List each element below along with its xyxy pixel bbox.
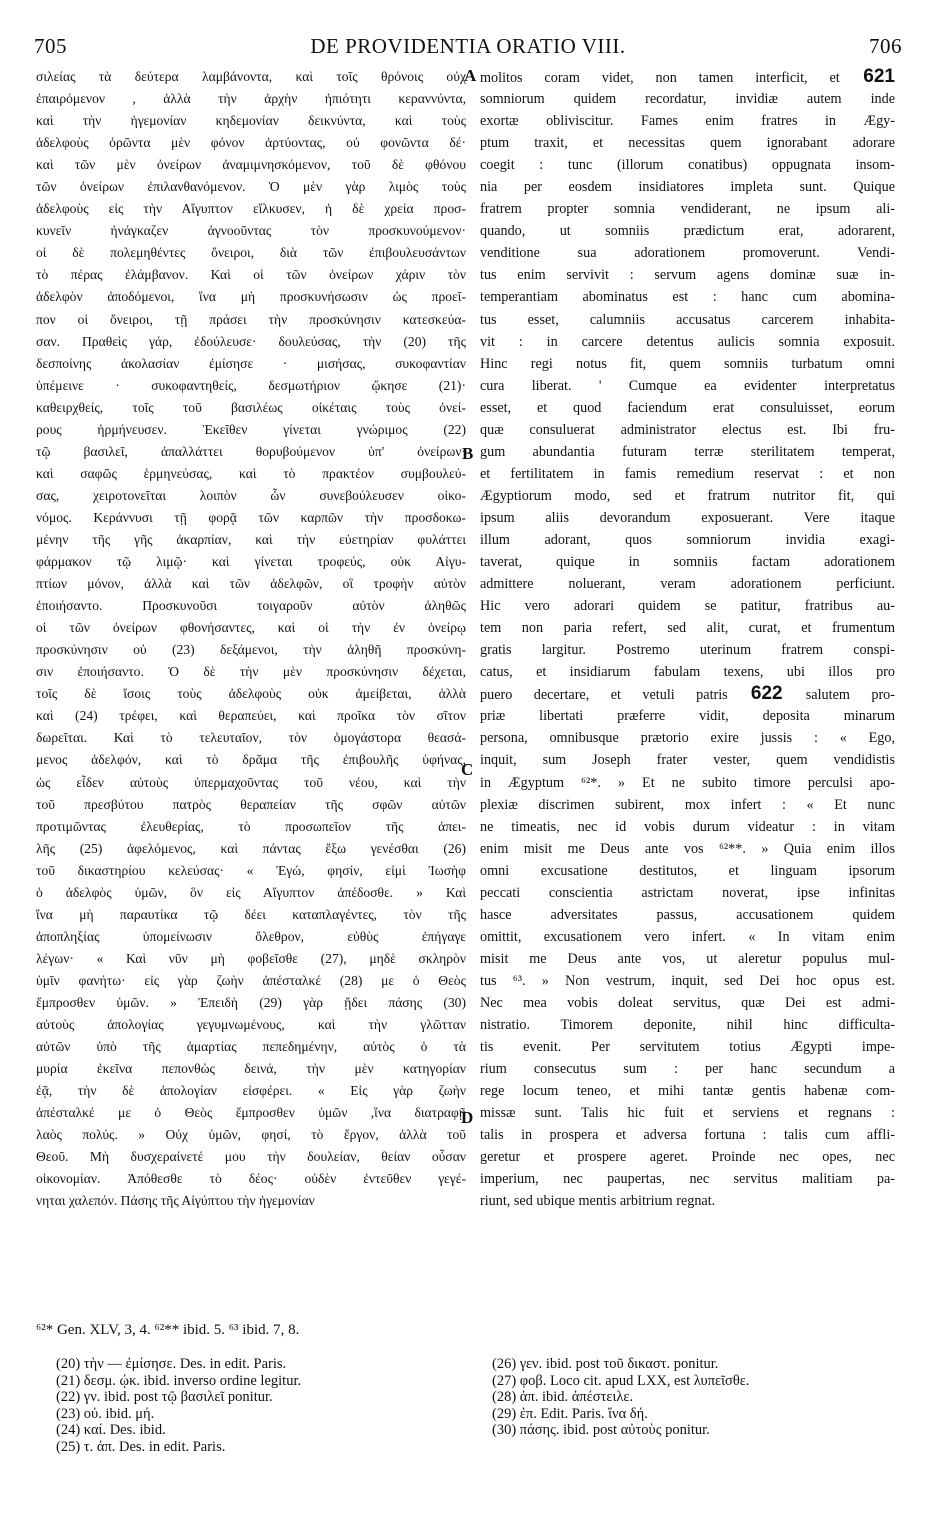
latin-text-line: temperantiam abominatus est : hanc cum abomina- [480, 289, 895, 306]
latin-text-line: gum abundantia futuram terræ sterilitatem temperat, [480, 443, 895, 460]
latin-text-line: inquit, sum Joseph frater vester, quem vendidistis [480, 752, 895, 769]
greek-text-line: προτιμῶντας ἐλευθερίας, τὸ προσωπεῖον τῆς ἀπει- [36, 818, 466, 834]
latin-text-line: geretur et prospere ageret. Proinde nec opes, nec [480, 1149, 895, 1166]
latin-text-line: enim misit me Deus ante vos ⁶²**. » Quia enim illos [480, 840, 895, 857]
greek-text-line: προσκύνησιν οὐ (23) δεξάμενοι, τὴν ἀληθῆ προσκύνη- [36, 642, 466, 658]
greek-text-line: καὶ σαφῶς ἑρμηνεύσας, καὶ τὸ πρακτέον συμβουλεύ- [36, 465, 466, 481]
greek-text-line: φάρμακον τῷ λιμῷ· καὶ γίνεται τροφεύς, οὐκ Αἰγυ- [36, 554, 466, 570]
latin-text-line: hasce adversitates passus, accusationem quidem [480, 906, 895, 923]
greek-text-line: ἀπέσταλκέ με ὁ Θεὸς ἔμπροσθεν ὑμῶν ,ἵνα διατραφῇ [36, 1105, 466, 1121]
latin-text-line: Hinc regi notus fit, quem somniis turbatum omni [480, 355, 895, 372]
greek-text-line: λέγων· « Καὶ νῦν μὴ φοβεῖσθε (27), μηδὲ σκληρὸν [36, 950, 466, 966]
greek-text-line: ὁ ἀδελφὸς ὑμῶν, ὃν εἰς Αἴγυπτον ἀπέδοσθε. » Καὶ [36, 884, 466, 900]
latin-text-line: cura liberat. ' Cumque ea evidenter interpretatus [480, 377, 895, 394]
latin-text-line: ptum traxit, et necessitas quem ignorabant adorare [480, 135, 895, 152]
latin-text-line: Ægyptiorum modo, sed et fratrum nutritor fit, qui [480, 487, 895, 504]
latin-text-line: somniorum quidem recordatur, invidiæ autem inde [480, 91, 895, 108]
greek-text-line: καθειρχθείς, τοῖς τοῦ βασιλέως οἰκέταις τοὺς ὀνεί- [36, 399, 466, 415]
greek-text-line: δεσποίνης ἀκολασίαν ἐμίσησε · μισήσας, συκοφαντίαν [36, 355, 466, 371]
greek-text-line: οἰκονομίαν. Ἀπόθεσθε τὸ δέος· οὐδὲν ἐντεῦθεν γεγέ- [36, 1171, 466, 1187]
latin-text-line: priæ libertati præferre vidit, deposita minarum [480, 708, 895, 725]
margin-marker-d: D [461, 1108, 474, 1127]
latin-text-line: omittit, excusationem vero infert. « In vitam enim [480, 928, 895, 945]
footnotes-right [492, 1356, 892, 1439]
latin-text-line: esset, et quod faciendum erat consuluisset, eorum [480, 399, 895, 416]
running-header [34, 34, 902, 60]
latin-text-line: talis in prospera et adversa fortuna : talis cum affli- [480, 1127, 895, 1144]
greek-text-line: ἀδελφοὺς ὁρῶντα μὲν φόνον ἀρτύοντας, οὐ φονῶντα δέ· [36, 135, 466, 151]
latin-text-line: missæ sunt. Talis hic fuit et serviens et regnans : [480, 1105, 895, 1122]
greek-text-line: σιλείας τὰ δεύτερα λαμβάνοντα, καὶ τοῖς θρόνοις οὐχ [36, 69, 466, 84]
column-number-622: 622 [727, 683, 806, 705]
latin-text-line: quando, ut somniis prædictum erat, adorarent, [480, 223, 895, 240]
page-number-right: 706 [869, 34, 902, 58]
greek-text-line: πον οἱ ὄνειροι, τῇ πράσει τὴν προσκύνησιν κατεσκεύα- [36, 311, 466, 327]
latin-text-line: puero decertare, et vetuli patris 622 salutem pro- [480, 683, 895, 705]
margin-marker-b: B [462, 444, 474, 463]
latin-text-line: plexiæ discrimen subirent, mox infert : « Et nunc [480, 796, 895, 813]
greek-text-line: τὸ πέρας ἐλάμβανον. Καὶ οἱ τῶν ὀνείρων χάριν τὸν [36, 267, 466, 283]
greek-text-line: ἀδελφοὺς εἰς τὴν Αἴγυπτον εἵλκυσεν, ἡ δὲ χρεία προσ- [36, 201, 466, 217]
greek-text-line: ὡς εἶδεν αὐτοὺς ὑπερμαχοῦντας τοῦ νέου, καὶ τὴν [36, 774, 466, 790]
greek-text-line: σιν ἐποιήσαντο. Ὁ δὲ τὴν μὲν προσκύνησιν δέχεται, [36, 664, 466, 680]
footnote: (25) τ. ἀπ. Des. in edit. Paris. [56, 1438, 226, 1455]
latin-text-line: peccati conscientia astrictam noverat, ipse infinitas [480, 884, 895, 901]
latin-text-line: persona, omnibusque prætorio exire jussis : « Ego, [480, 730, 895, 747]
greek-text-line: μυρία ἐκεῖνα πεπονθὼς δεινά, τὴν μὲν κατηγορίαν [36, 1061, 466, 1077]
greek-text-line: ἐποιήσαντο. Προσκυνοῦσι τοιγαροῦν αὐτὸν ἀληθῶς [36, 598, 466, 614]
footnote: (24) καί. Des. ibid. [56, 1422, 166, 1439]
latin-text-line: tis evenit. Per servitutem totius Ægypti impe- [480, 1039, 895, 1056]
footnote: (28) ἀπ. ibid. ἀπέστειλε. [492, 1389, 634, 1406]
latin-text-line: quæ consuluerat administrator electus est. Ibi fru- [480, 421, 895, 438]
greek-text-line: ἀποπληξίας ὑπομείνωσιν ὄλεθρον, εὐθὺς ἐπήγαγε [36, 928, 466, 944]
latin-text-line: vit : in carcere detentus aulicis somnia exposuit. [480, 333, 895, 350]
latin-text-line: riunt, sed ubique mentis arbitrium regnat. [480, 1193, 716, 1210]
footnote: (30) πάσης. ibid. post αὐτοὺς ponitur. [492, 1422, 710, 1439]
greek-text-line: ἵνα μὴ παραυτίκα τῷ δέει καταπλαγέντες, τὸν τῆς [36, 906, 466, 922]
scripture-references: ⁶²* Gen. XLV, 3, 4. ⁶²** ibid. 5. ⁶³ ibid. 7, 8. [36, 1322, 300, 1338]
greek-text-line: τῶν ὀνείρων ἐπιλανθανόμενον. Ὁ μὲν γὰρ λιμὸς τοὺς [36, 179, 466, 195]
greek-text-line: οἱ δὲ πολεμηθέντες ὄνειροι, διὰ τῶν ἐπιβουλευσάντων [36, 245, 466, 261]
latin-text-line: taverat, quique in somniis factam adorationem [480, 554, 895, 571]
greek-text-line: αὐτῶν ὑπὸ τῆς ἁμαρτίας πεπεδημένην, αὐτὸς ὁ τὰ [36, 1039, 466, 1055]
margin-marker-a: A [464, 66, 477, 85]
greek-text-line: λαὸς πολύς. » Οὐχ ὑμῶν, φησί, τὸ ἔργον, ἀλλὰ τοῦ [36, 1127, 466, 1143]
page-number-left: 705 [34, 34, 67, 58]
latin-text-line: et fertilitatem in famis remedium reservat : et non [480, 465, 895, 482]
latin-text-column [480, 66, 895, 1212]
greek-text-line: σας, χειροτονεῖται λοιπὸν ὧν συνεβούλευσεν οἰκο- [36, 487, 466, 503]
latin-text-line: rium consecutus sum : per hanc secundum a [480, 1061, 895, 1078]
latin-text-line: omni excusatione destitutos, et linguam ipsorum [480, 862, 895, 879]
latin-text-line: nia per eosdem insidiatores impleta sunt. Quique [480, 179, 895, 196]
latin-text-line: gratis largitur. Postremo uterinum fratrem conspi- [480, 642, 895, 659]
greek-text-line: τοῖς δὲ ἴσοις τοὺς ἀδελφοὺς οὐκ ἀμείβεται, ἀλλὰ [36, 686, 466, 702]
greek-text-line: μενος ἀδελφόν, καὶ τὸ δρᾶμα τῆς ἐπιβουλῆς ὑφήνας, [36, 752, 466, 768]
latin-text-line: venditione sua adorationem promoverunt. Vendi- [480, 245, 895, 262]
greek-text-line: νόμος. Κεράννυσι τῇ φορᾷ τῶν καρπῶν τὴν προσδοκω- [36, 509, 466, 525]
footnote: (27) φοβ. Loco cit. apud LXX, est λυπεῖσθε. [492, 1372, 750, 1389]
latin-text-line: Hic vero adorari quidem se patitur, fratribus au- [480, 598, 895, 615]
greek-text-line: δωρεῖται. Καὶ τὸ τελευταῖον, τὸν ὁμογάστορα θεασά- [36, 730, 466, 746]
greek-text-line: νηται χαλεπόν. Πάσης τῆς Αἰγύπτου τὴν ἡγεμονίαν [36, 1193, 315, 1209]
latin-text-line: ne timeatis, nec id vobis durum videatur : in vitam [480, 818, 895, 835]
latin-text-continuation: salutem pro- [805, 687, 895, 704]
footnote: (20) τὴν — ἐμίσησε. Des. in edit. Paris. [56, 1356, 287, 1372]
greek-text-line: καὶ τὴν ἡγεμονίαν κηδεμονίαν δεικνύντα, καὶ τοὺς [36, 113, 466, 129]
greek-text-line: καὶ τῶν μὲν ὀνείρων ἀναμιμνησκόμενον, τοῦ δὲ φθόνου [36, 157, 466, 173]
greek-text-line: ὑπέμεινε · συκοφαντηθείς, δεσμωτήριον ᾤκησε (21)· [36, 377, 466, 393]
latin-text-line: tus enim servivit : servum agens dominæ suæ in- [480, 267, 895, 284]
latin-text-line: ipsum aliis devorandum exposuerant. Vere itaque [480, 509, 895, 526]
latin-text-line: tus ⁶³. » Non vestrum, inquit, sed Dei hoc opus est. [480, 972, 895, 989]
greek-text-line: ἐπαιρόμενον , ἀλλὰ τὴν ἀρχὴν ἠπιότητι κεραννύντα, [36, 91, 466, 107]
latin-text-line: illum adorant, quos somniorum invidia exagi- [480, 531, 895, 548]
latin-text-line: imperium, nec paupertas, nec servitus malitiam pa- [480, 1171, 895, 1188]
footnote: (23) οὐ. ibid. μή. [56, 1405, 155, 1422]
latin-text-line: exortæ obliviscitur. Fames enim fratres in Ægy- [480, 113, 895, 130]
greek-text-line: λῆς (25) ἀφελόμενος, καὶ πάντας ἔξω γενέσθαι (26) [36, 840, 466, 856]
latin-text-line: molitos coram videt, non tamen interficit, et 621 [480, 66, 895, 87]
latin-text-line: in Ægyptum ⁶²*. » Et ne subito timore perculsi apo- [480, 774, 895, 791]
latin-text-line: misit me Deus ante vos, ut aleretur populus mul- [480, 950, 895, 967]
greek-text-line: καὶ (24) τρέφει, καὶ θεραπεύει, καὶ προῖκα τὸν σῖτον [36, 708, 466, 724]
latin-text-line: catus, et insidiarum fabulam texens, ubi illos pro [480, 664, 895, 681]
footnote: (26) γεν. ibid. post τοῦ δικαστ. ponitur. [492, 1356, 719, 1372]
greek-text-line: ἐᾷ, τὴν δὲ ἀπολογίαν εἰσφέρει. « Εἰς γὰρ ζωὴν [36, 1083, 466, 1099]
footnote: (21) δεσμ. ῴκ. ibid. inverso ordine legitur. [56, 1372, 302, 1389]
greek-text-line: πτίων μόνον, ἀλλὰ καὶ τῶν ἀδελφῶν, οἳ τροφὴν αὐτὸν [36, 576, 466, 592]
column-number-621: 621 [839, 66, 895, 87]
latin-text-line: rege locum teneo, et mihi tantæ gentis habenæ com- [480, 1083, 895, 1100]
greek-text-line: μένην τῆς γῆς ἀκαρπίαν, καὶ τὴν εὐετηρίαν φυλάττει [36, 531, 466, 547]
footnotes-left [56, 1356, 456, 1456]
greek-text-line: Θεοῦ. Μὴ δυσχεραίνετέ μου τὴν δουλείαν, θείαν οὖσαν [36, 1149, 466, 1165]
greek-text-line: ἔμπροσθεν ὑμῶν. » Ἐπειδὴ (29) γὰρ ᾔδει πάσης (30) [36, 994, 466, 1010]
greek-text-line: τῷ βασιλεῖ, ἀπαλλάττει θορυβούμενον ὑπ' ὀνείρων· [36, 443, 466, 459]
latin-text-line: nistratio. Timorem deponite, nihil hinc difficulta- [480, 1017, 895, 1034]
latin-text-line: admittere noluerant, veram adorationem perficiunt. [480, 576, 895, 593]
latin-text-line: Nec mea vobis doleat servitus, quæ Dei est admi- [480, 994, 895, 1011]
running-title: DE PROVIDENTIA ORATIO VIII. [310, 34, 626, 58]
greek-text-line: ἀδελφὸν ἀποδόμενοι, ἵνα μὴ προσκυνήσωσιν ὡς προεῖ- [36, 289, 466, 305]
greek-text-line: αὐτοὺς ἀπολογίας γεγυμνωμένους, καὶ τὴν γλῶτταν [36, 1017, 466, 1033]
greek-text-line: τοῦ δικαστηρίου κελεύσας· « Ἐγώ, φησίν, εἰμὶ Ἰωσὴφ [36, 862, 466, 878]
greek-text-column [36, 66, 466, 1212]
footnote: (22) γν. ibid. post τῷ βασιλεῖ ponitur. [56, 1389, 273, 1406]
latin-text-line: fratrem propter somnia vendiderant, ne ipsum ali- [480, 201, 895, 218]
greek-text-line: οἱ τῶν ὀνείρων φθονήσαντες, καὶ οἱ τὴν ἐν ὀνείρῳ [36, 620, 466, 636]
latin-text-line: coegit : tunc (illorum conatibus) oppugnata insom- [480, 157, 895, 174]
greek-text-line: ρους ἡρμήνευσεν. Ἐκεῖθεν γίνεται γνώριμος (22) [36, 421, 466, 437]
latin-text-line: tem non paria refert, sed alit, curat, et frumentum [480, 620, 895, 637]
latin-text-line: tus esset, calumniis accusatus carcerem inhabita- [480, 311, 895, 328]
greek-text-line: ὑμῖν φανήτω· εἰς γὰρ ζωὴν ἀπέσταλκέ (28) με ὁ Θεὸς [36, 972, 466, 988]
margin-marker-c: C [461, 760, 474, 779]
greek-text-line: σαν. Πραθεὶς γάρ, ἐδούλευσε· δουλεύσας, τὴν (20) τῆς [36, 333, 466, 349]
greek-text-line: κυνεῖν ἠνάγκαζεν ἀγνοοῦντας τὸν προσκυνούμενον· [36, 223, 466, 239]
footnote: (29) ἐπ. Edit. Paris. ἵνα δή. [492, 1405, 648, 1422]
greek-text-line: τοῦ πρεσβύτου πατρὸς θεραπείαν τῆς σφῶν αὐτῶν [36, 796, 466, 812]
